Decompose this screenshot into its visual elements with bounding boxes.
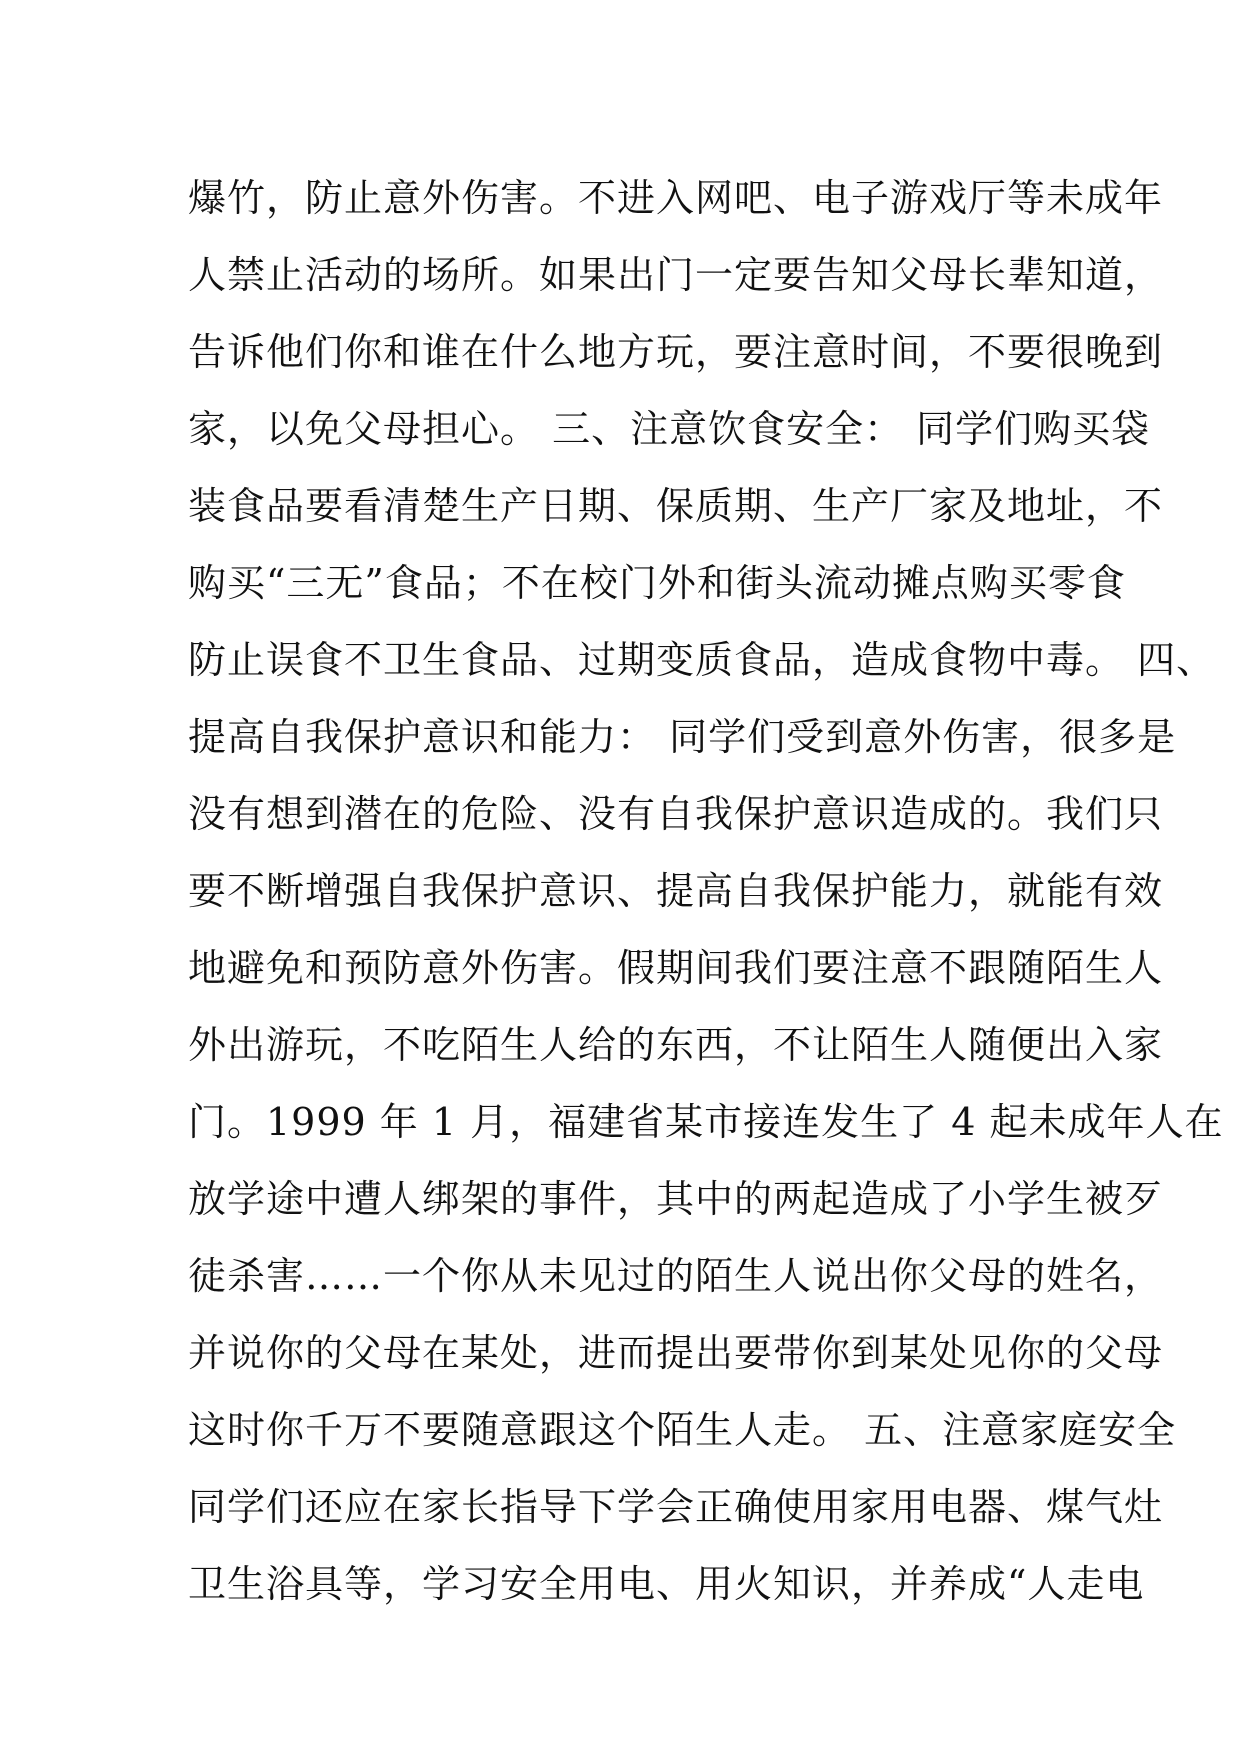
text-line: 外出游玩，不吃陌生人给的东西，不让陌生人随便出入家 (188, 1023, 1164, 1067)
body-text (188, 166, 1224, 1629)
text-line: 门。1999 年 1 月，福建省某市接连发生了 4 起未成年人在 (188, 1100, 1224, 1144)
text-line: 人禁止活动的场所。如果出门一定要告知父母长辈知道， (188, 253, 1164, 297)
text-line: 爆竹，防止意外伤害。不进入网吧、电子游戏厅等未成年 (188, 176, 1164, 220)
text-line: 并说你的父母在某处，进而提出要带你到某处见你的父母 (188, 1331, 1164, 1375)
text-line: 卫生浴具等，学习安全用电、用火知识，并养成“人走电 (188, 1562, 1145, 1606)
text-line: 防止误食不卫生食品、过期变质食品，造成食物中毒。 四、 (188, 638, 1216, 682)
text-line: 购买“三无”食品；不在校门外和街头流动摊点购买零食 (188, 561, 1126, 605)
text-line: 这时你千万不要随意跟这个陌生人走。 五、注意家庭安全 (188, 1408, 1177, 1452)
text-line: 告诉他们你和谁在什么地方玩，要注意时间，不要很晚到 (188, 330, 1164, 374)
text-line: 提高自我保护意识和能力： 同学们受到意外伤害，很多是 (188, 715, 1177, 759)
text-line: 徒杀害……一个你从未见过的陌生人说出你父母的姓名， (188, 1254, 1164, 1298)
text-line: 家，以免父母担心。 三、注意饮食安全： 同学们购买袋 (188, 407, 1151, 451)
text-line: 要不断增强自我保护意识、提高自我保护能力，就能有效 (188, 869, 1164, 913)
text-line: 地避免和预防意外伤害。假期间我们要注意不跟随陌生人 (188, 946, 1164, 990)
text-line: 没有想到潜在的危险、没有自我保护意识造成的。我们只 (188, 792, 1164, 836)
text-line: 装食品要看清楚生产日期、保质期、生产厂家及地址，不 (188, 484, 1164, 528)
text-line: 同学们还应在家长指导下学会正确使用家用电器、煤气灶 (188, 1485, 1164, 1529)
text-line: 放学途中遭人绑架的事件，其中的两起造成了小学生被歹 (188, 1177, 1164, 1221)
